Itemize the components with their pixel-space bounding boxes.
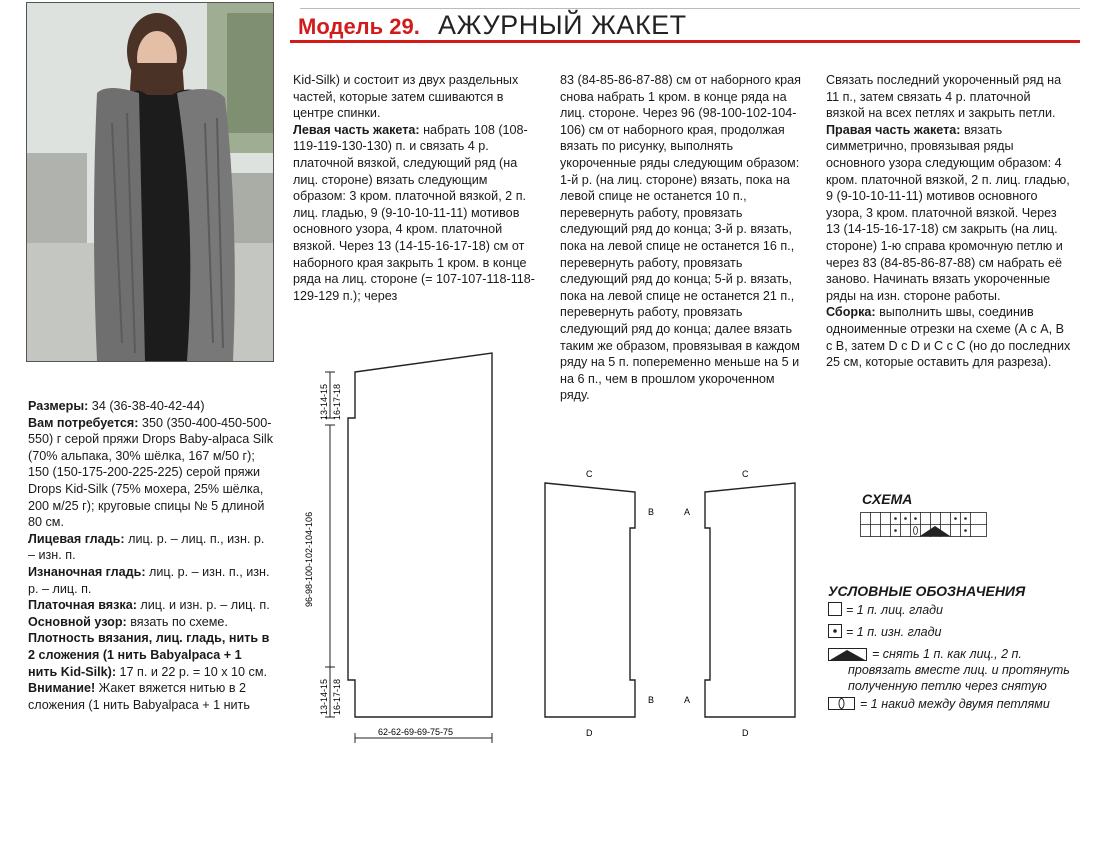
face-stitch-value: лиц. р. – лиц. п., изн. р. – изн. п.: [28, 531, 265, 563]
attention-label: Внимание!: [28, 681, 96, 696]
need-value: 350 (350-400-450-500-550) г серой пряжи Drops Baby-alpaca Silk (70% альпака, 30% шёлка, 167 м/50 г); 150 (150-175-200-225-225) серой пряжи Drops Kid-Silk (75% мохера, 25% шёлка, 200 м/25 г); круговые спицы № 5 длиной 80 см.: [28, 415, 273, 530]
main-pattern-value: вязать по схеме.: [126, 614, 228, 629]
dim-top-label: 13-14-15: [319, 383, 329, 420]
face-stitch-label: Лицевая гладь:: [28, 531, 125, 546]
header-top-rule: [300, 8, 1080, 9]
purl-stitch-value: лиц. р. – изн. п., изн. р. – лиц. п.: [28, 564, 270, 596]
right-part-label: Правая часть жакета:: [826, 122, 961, 137]
right-front-piece-outline: [705, 483, 795, 717]
intro-paragraph: Kid-Silk) и состоит из двух раздельных частей, которые затем сшиваются в центре спинки.: [293, 73, 519, 121]
left-part-label: Левая часть жакета:: [293, 122, 420, 137]
page-title: АЖУРНЫЙ ЖАКЕТ: [438, 10, 687, 40]
dim-main-label: 96-98-100-102-104-106: [304, 511, 314, 607]
dim-bottom-label: 13-14-15: [319, 678, 329, 715]
sizes-value: 34 (36-38-40-42-44): [88, 399, 205, 413]
header-red-rule: [290, 40, 1080, 43]
label-c-right: C: [742, 469, 749, 479]
column-right-part: [826, 72, 1072, 371]
density-value: 17 п. и 22 р. = 10 х 10 см.: [116, 664, 268, 679]
attention-value: Жакет вяжется нитью в 2 сложения (1 нить Babyalpaca + 1 нить: [28, 681, 250, 712]
garter-value: лиц. и изн. р. – лиц. п.: [136, 598, 270, 613]
density-label: Плотность вязания, лиц. гладь, нить в 2 сложения (1 нить Babyalpaca + 1 нить Kid-Silk):: [28, 631, 270, 679]
label-d-right: D: [742, 728, 749, 738]
column-materials: [28, 398, 274, 713]
model-photo-illustration: [27, 3, 273, 361]
garter-label: Платочная вязка:: [28, 598, 137, 613]
last-row-paragraph: Связать последний укороченный ряд на 11 п., затем связать 4 р. платочной вязкой на всех петлях и закрыть петли.: [826, 73, 1062, 121]
main-pattern-label: Основной узор:: [28, 614, 127, 629]
model-number: Модель 29.: [298, 14, 420, 39]
label-b-bottom-left: B: [648, 695, 655, 705]
assembly-label: Сборка:: [826, 305, 876, 320]
legend-item-purl: = 1 п. изн. глади: [828, 624, 1088, 646]
left-front-piece-outline: [545, 483, 635, 717]
assembly-value: выполнить швы, соединив одноименные отрезки на схеме (А с А, В с В, затем D с D и С с С (но до последних 25 см, которые оставить для разреза).: [826, 305, 1071, 370]
decrease-stitch-icon: [828, 648, 868, 662]
need-label: Вам потребуется:: [28, 415, 139, 430]
scheme-chart: [860, 512, 990, 540]
label-d-left: D: [586, 728, 593, 738]
model-photo: [26, 2, 274, 362]
knit-stitch-icon: [828, 602, 842, 616]
short-rows-paragraph: 83 (84-85-86-87-88) см от наборного края снова набрать 1 кром. в конце ряда на лиц. стороне. Через 96 (98-100-102-104-106) см от наборного края, продолжая вязать по рисунку, выполнять укороченные ряды следующим образом: 1-й р. (на лиц. стороне) вязать, пока на левой спице не останется 10 п., перевернуть работу, провязать следующий ряд до конца; 3-й р. вязать, пока на левой спице не останется 16 п., перевернуть работу, провязать следующий ряд до конца; 5-й р. вязать, пока на левой спице не останется 21 п., перевернуть работу, провязать следующий ряд до конца; далее вязать таким же образом, провязывая в каждом ряду на 5 п. попеременно меньше на 5 и на 6 п., чем в прошлом укороченном ряду.: [560, 73, 801, 403]
legend-title: УСЛОВНЫЕ ОБОЗНАЧЕНИЯ: [828, 583, 1026, 599]
page-header: [290, 4, 1080, 44]
label-a-top-right: A: [684, 507, 691, 517]
column-left-part: [293, 72, 539, 304]
scheme-title: СХЕМА: [862, 491, 913, 507]
yarn-over-icon: [828, 697, 856, 711]
left-part-value: набрать 108 (108-119-119-130-130) п. и связать 4 р. платочной вязкой, следующий ряд (на лиц. стороне) вязать следующим образом: 3 кром. платочной вязкой, 2 п. лиц. гладью, 9 (9-10-10-11-11) мотивов основного узора, 4 кром. платочной вязкой. Через 13 (14-15-16-17-18) см от наборного края закрыть 1 кром. в конце ряда на лиц. стороне (= 107-107-118-118-129-129 п.); через: [293, 122, 535, 303]
dim-width-label: 62-62-69-69-75-75: [378, 727, 454, 737]
sizes-label: Размеры:: [28, 399, 89, 413]
purl-stitch-label: Изнаночная гладь:: [28, 564, 146, 579]
label-a-bottom-right: A: [684, 695, 691, 705]
dim-bottom-label-2: 16-17-18: [332, 678, 342, 715]
right-part-value: вязать симметрично, провязывая ряды основного узора следующим образом: 4 кром. платочной вязкой, 2 п. лиц. гладью, 9 (9-10-10-11-11) мотивов основного узора, 3 кром. платочной вязкой. Через 13 (14-15-16-17-18) см закрыть (на лиц. стороне) 1-ю справа кромочную петлю и через 83 (84-85-86-87-88) см набрать её заново. Начинать вязать укороченные ряды на изн. стороне работы.: [826, 122, 1070, 303]
legend-item-knit: = 1 п. лиц. глади: [828, 602, 1088, 624]
label-b-top-left: B: [648, 507, 655, 517]
purl-stitch-icon: [828, 624, 842, 638]
legend-list: [828, 602, 1088, 718]
pattern-diagram: [290, 345, 810, 750]
label-c-left: C: [586, 469, 593, 479]
left-piece-outline: [348, 353, 492, 717]
legend-item-decrease: = снять 1 п. как лиц., 2 п. провязать вместе лиц. и протянуть полученную петлю через снятую: [828, 646, 1088, 696]
dim-top-label-2: 16-17-18: [332, 383, 342, 420]
legend-item-yarnover: = 1 накид между двумя петлями: [828, 696, 1088, 718]
